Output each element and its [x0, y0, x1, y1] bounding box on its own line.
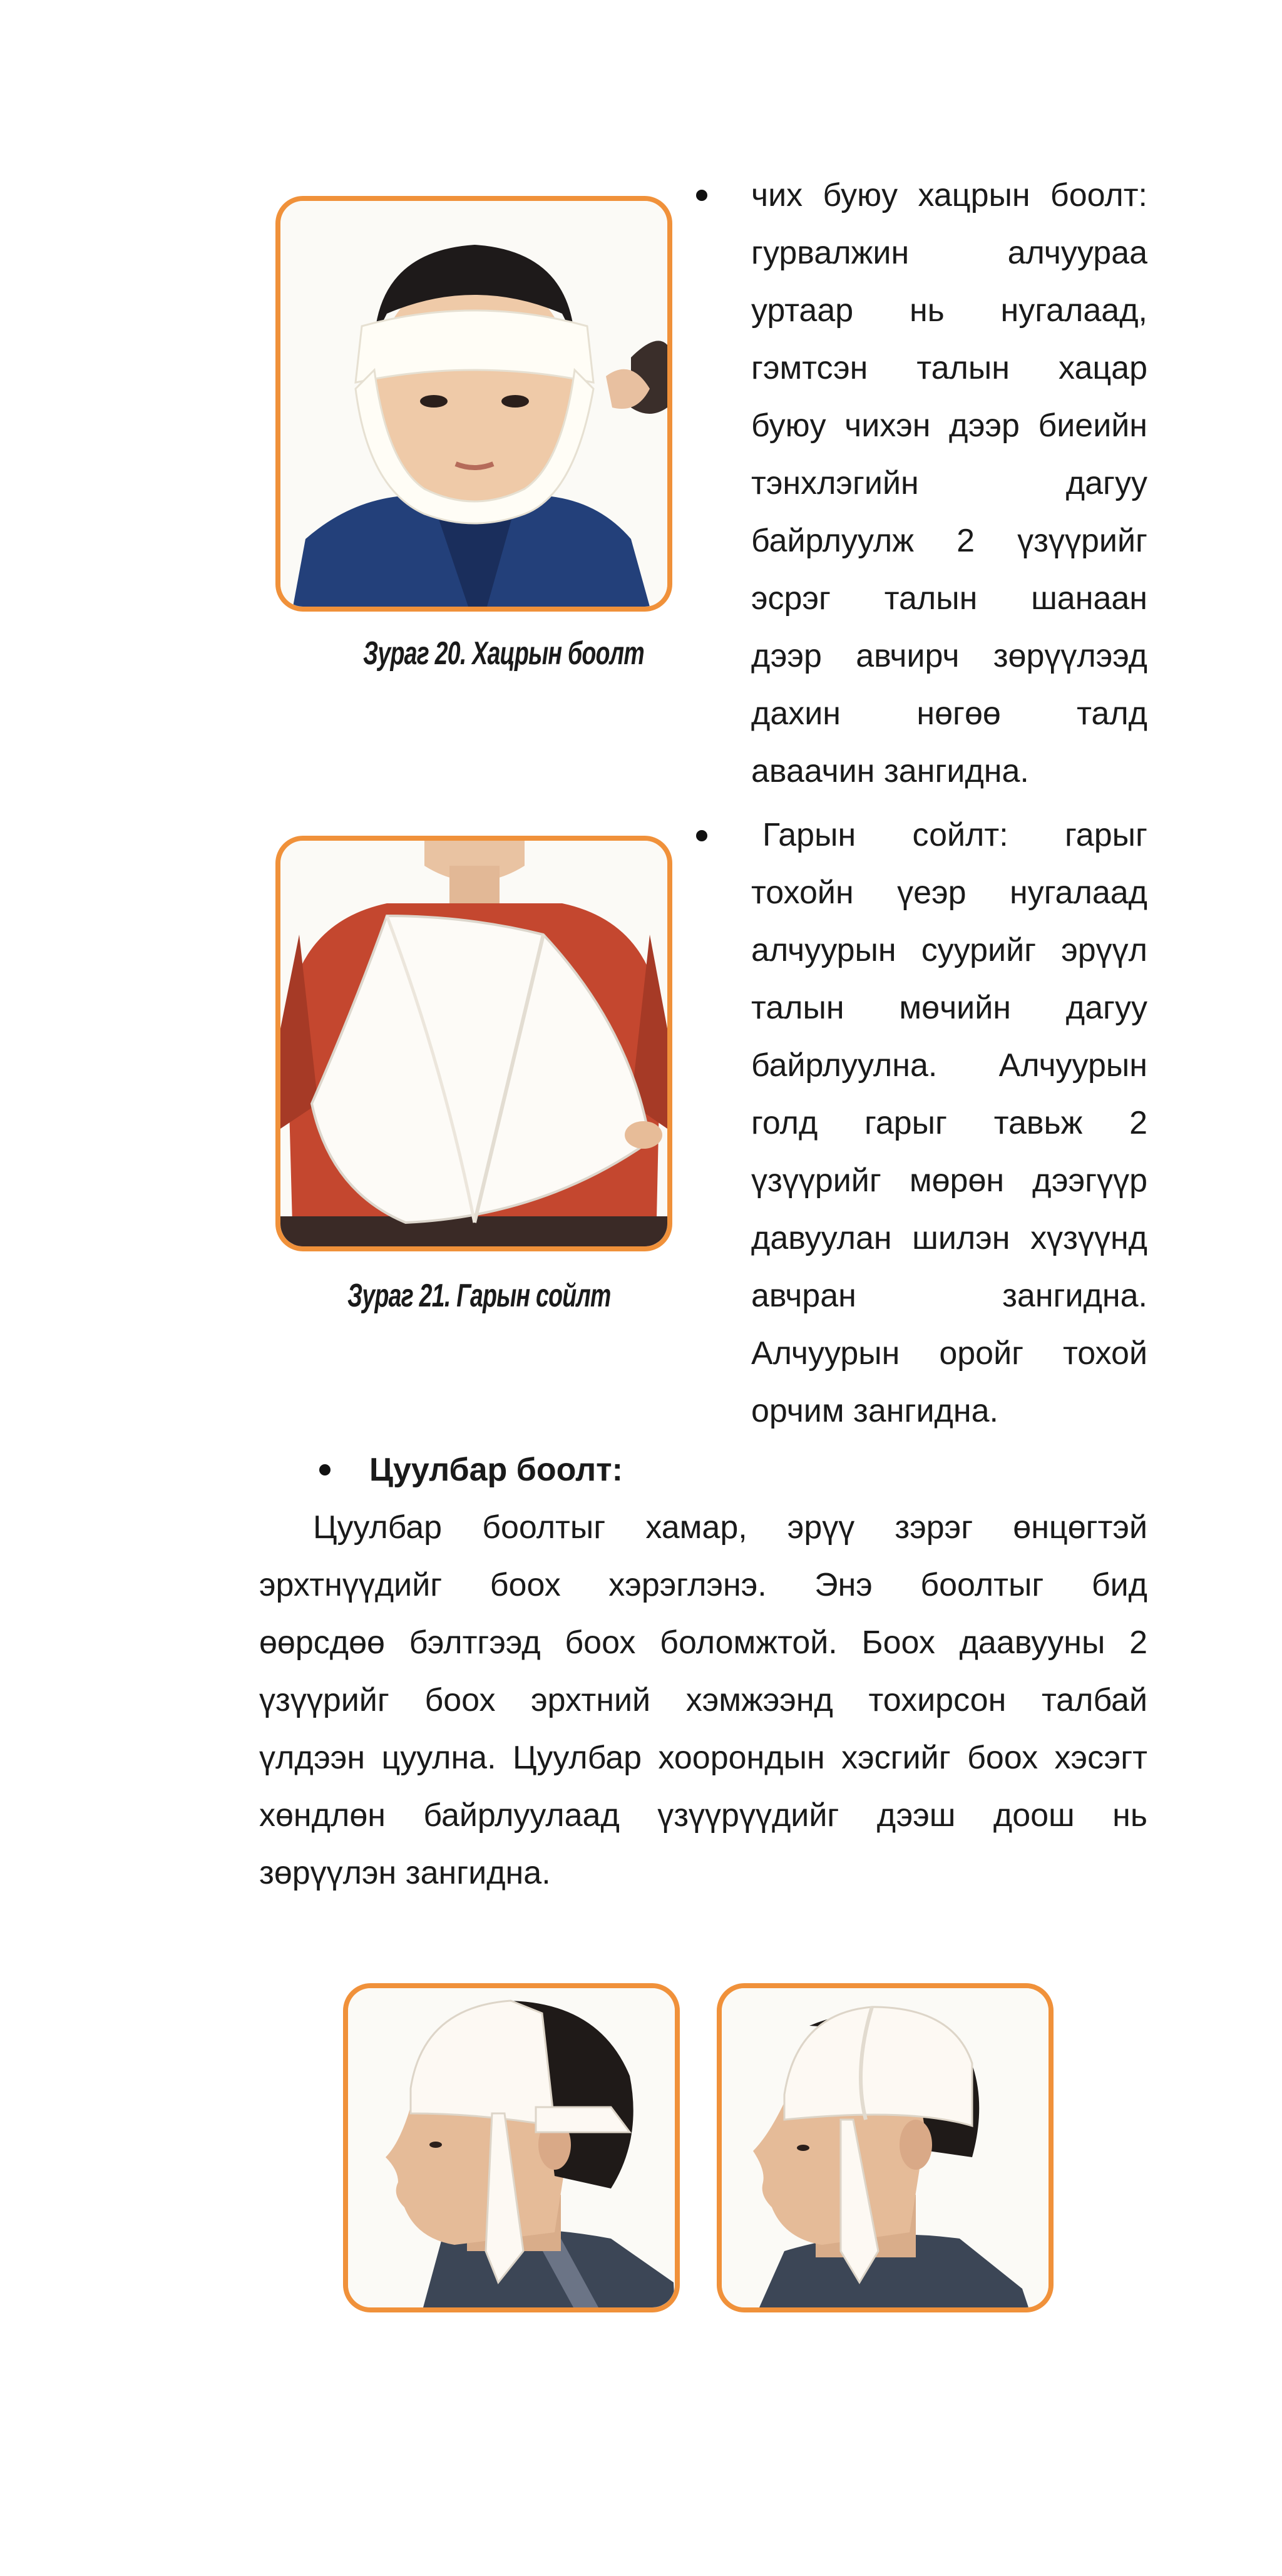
bullet-icon — [696, 190, 707, 201]
text-line: дээр авчирч зөрүүлээд — [751, 638, 1147, 674]
text-line: чих буюу хацрын боолт: — [751, 177, 1147, 213]
text-line: тохойн үеэр нугалаад — [751, 875, 1147, 911]
text-line: дахин нөгөө талд — [751, 695, 1147, 732]
text-line: уртаар нь нугалаад, — [751, 292, 1147, 329]
text-line: голд гарыг тавьж 2 — [751, 1105, 1147, 1141]
text-line: гурвалжин алчуураа — [751, 235, 1147, 271]
text-line: Гарын сойлт: гарыг — [762, 817, 1147, 853]
text-line: үзүүрийг мөрөн дээгүүр — [751, 1162, 1147, 1199]
text-line: зөрүүлэн зангидна. — [259, 1855, 551, 1891]
text-line: үзүүрийг боох эрхтний хэмжээнд тохирсон талбай — [259, 1682, 1147, 1718]
figure-caption: Зураг 21. Гарын сойлт — [347, 1278, 611, 1314]
text-line: байрлуулж 2 үзүүрийг — [751, 523, 1147, 559]
photo-head-bandage — [275, 196, 672, 612]
text-line: орчим зангидна. — [751, 1393, 998, 1429]
text-line: тэнхлэгийн дагуу — [751, 465, 1147, 501]
text-line: өөрсдөө бэлтгээд боох боломжтой. Боох даавууны 2 — [259, 1624, 1147, 1661]
bullet-icon — [319, 1464, 331, 1475]
section-heading: Цуулбар боолт: — [369, 1452, 623, 1488]
text-line: авчран зангидна. — [751, 1278, 1147, 1314]
text-line: гэмтсэн талын хацар — [751, 350, 1147, 386]
text-line: хөндлөн байрлуулаад үзүүрүүдийг дээш доош нь — [259, 1797, 1147, 1834]
photo-arm-sling — [275, 836, 672, 1251]
text-line: талын мөчийн дагуу — [751, 990, 1147, 1026]
text-line: давуулан шилэн хүзүүнд — [751, 1220, 1147, 1256]
text-line: Алчуурын оройг тохой — [751, 1335, 1147, 1372]
text-line: эрхтнүүдийг боох хэрэглэнэ. Энэ боолтыг бид — [259, 1567, 1147, 1603]
text-line: алчуурын суурийг эрүүл — [751, 932, 1147, 968]
text-line: байрлуулна. Алчуурын — [751, 1047, 1147, 1084]
figure-caption: Зураг 20. Хацрын боолт — [363, 635, 644, 672]
photo-split-bandage-left — [343, 1983, 680, 2312]
text-line: Цуулбар боолтыг хамар, эрүү зэрэг өнцөгтэй — [313, 1509, 1147, 1546]
text-line: буюу чихэн дээр биеийн — [751, 408, 1147, 444]
text-line: үлдээн цуулна. Цуулбар хоорондын хэсгийг боох хэсэгт — [259, 1740, 1147, 1776]
text-line: аваачин зангидна. — [751, 753, 1029, 789]
photo-split-bandage-right — [717, 1983, 1054, 2312]
text-line: эсрэг талын шанаан — [751, 580, 1147, 617]
bullet-icon — [696, 830, 707, 841]
